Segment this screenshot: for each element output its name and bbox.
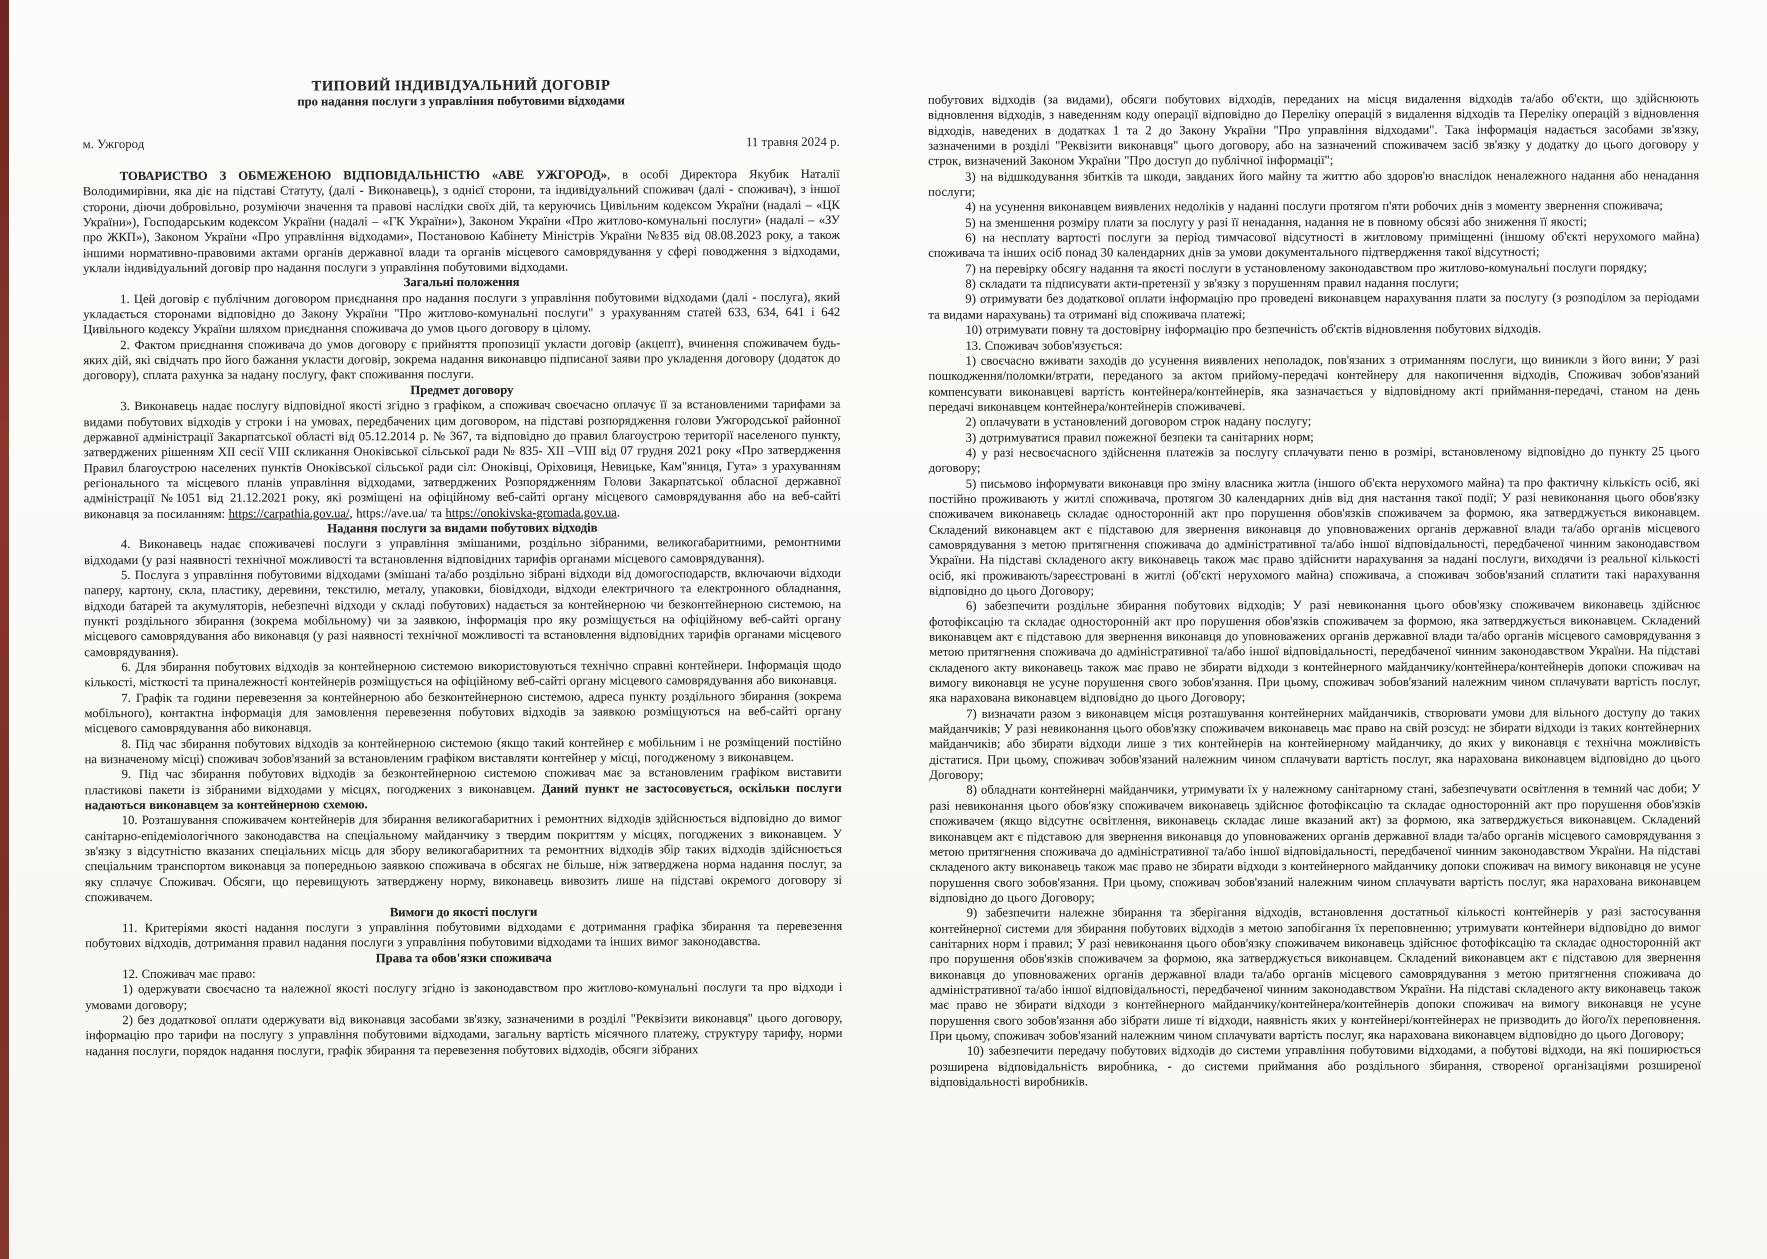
subclause-12-8: 8) складати та підписувати акти-претензії у зв'язку з порушенням правил надання послуги; [965, 275, 1459, 291]
clause-6: 6. Для збирання побутових відходів за контейнерною системою використовуються технічно справні контейнери. Інформація щодо кількості, місткості та приналежності контейнерів розміщується на офіційному веб-сайті органу місцевого самоврядування або виконавця. [84, 657, 842, 690]
clause-9 [85, 765, 842, 813]
executor-name: ТОВАРИСТВО З ОБМЕЖЕНОЮ ВІДПОВІДАЛЬНІСТЮ «АВЕ УЖГОРОД» [119, 167, 608, 184]
section-heading-waste-types: Надання послуги за видами побутових відходів [327, 520, 598, 536]
clause-1: 1. Цей договір є публічним договором приєднання про надання послуги з управління побутовими відходами (далі - послуга), який укладається сторонами відповідно до Закону України "Про житлово-комунальні послуги" з урахуванням статей 633, 634, 641 і 642 Цивільного кодексу України шляхом приєднання споживача до умов цього договору в цілому. [83, 289, 841, 337]
subclause-13-3: 3) дотримуватися правил пожежної безпеки та санітарних норм; [965, 429, 1314, 445]
section-heading-quality: Вимоги до якості послуги [389, 904, 538, 919]
section-heading-subject: Предмет договору [410, 382, 514, 397]
document-subtitle: про надання послуги з управління побутовими відходами [297, 93, 625, 109]
subclause-13-10: 10) забезпечити передачу побутових відходів до системи управління побутовими відходами, а побутові відходи, на які поширюється розширена відповідальність виробника, - до системи приймання або роздільного збирання, створеної організаціями розширеної відповідальності виробників. [929, 1042, 1702, 1089]
subclause-12-9: 9) отримувати без додаткової оплати інформацію про проведені виконавцем нарахування плати за послугу (з розподілом за періодами та видами нарахувань) та отримані від споживача платежі; [928, 290, 1700, 322]
clause-11: 11. Критеріями якості надання послуги з управління побутовими відходами є дотримання графіка збирання та перевезення побутових відходів, дотримання правил надання послуги з управління побутовими відходами та інших вимог законодавства. [85, 918, 843, 951]
document-title: ТИПОВИЙ ІНДИВІДУАЛЬНИЙ ДОГОВІР [311, 77, 611, 95]
subclause-12-6: 6) на несплату вартості послуги за період тимчасової відсутності в житловому приміщенні (іншому об'єкті нерухомого майна) споживача та інших осіб понад 30 календарних днів за умови документального підтвердження такої відсутності; [928, 229, 1700, 261]
subclause-13-6: 6) забезпечити роздільне збирання побутових відходів; У разі невиконання цього обов'язку споживачем виконавець здійснює фотофіксацію та складає односторонній акт про порушення обов'язків споживачем за формою, яка затверджується виконавцем. Складений виконавцем акт є підставою для звернення виконавця до уповноважених органів державної влади та/або органів місцевого самоврядування з метою притягнення споживача до адміністративної та/або іншої відповідальності, передбаченої чинним законодавством України. На підставі складеного акту виконавець також має право не збирати відходи з контейнерного майданчику/контейнера/контейнерів допоки споживач на вимогу виконавця не усуне порушення свого зобов'язання. При цьому, споживач зобов'язаний належним чином сплачувати вартість послуг, яка нарахована виконавцем відповідно до цього Договору; [929, 597, 1701, 706]
clause-3-text: 3. Виконавець надає послугу відповідної якості згідно з графіком, а споживач своєчасно оплачує її за встановленими тарифами за видами побутових відходів у строки і на умовах, передбачених цим договором, на підставі розпорядження голови Ужгородської районної державної адміністрації Закарпатської області від 05.12.2014 р. № 367, та відповідно до правил благоустрою території населеного пункту, затверджених рішенням XII сесії VIII скликання Оноківської сільської ради № 835- XII –VIII від 07 грудня 2021 року «Про затвердження Правил благоустрою населених пунктів Оноківської сільської ради сіл: Оноківці, Оріховиця, Невицьке, Кам"яниця, Гута» з урахуванням регіонального та місцевого планів управління відходами, затверджених Розпорядженням Голови Закарпатської обласної державної адміністрації №1051 від 21.12.2021 року, які розміщені на офіційному веб-сайті органу місцевого самоврядування або на веб-сайті виконавця за посиланням: [83, 396, 841, 521]
subclause-12-4: 4) на усунення виконавцем виявлених недоліків у наданні послуги протягом п'яти робочих днів з моменту звернення споживача; [965, 198, 1663, 215]
preamble-text: , в особі Директора Якубик Наталії Володимирівни, яка діє на підставі Статуту, (далі - Виконавець), з однієї сторони, та індивідуальний споживач (далі - споживач), з іншої сторони, діючи добровільно, розуміючи значення та правові наслідки своїх дій, та керуючись Цивільним кодексом України (надалі – «ЦК України»), Господарським кодексом України (надалі – «ГК України»), Законом України «Про житлово-комунальні послуги» (надалі – «ЗУ про ЖКП»), Законом України «Про управління відходами», Постановою Кабінету Міністрів України №835 від 08.08.2023 року, а також іншими нормативно-правовими актами органів державної влади та органів місцевого самоврядування у сфері поводження з відходами, уклали індивідуальний договір про надання послуги з управління побутовими відходами. [82, 166, 841, 276]
date-label: 11 травня 2024 р. [745, 134, 840, 150]
link-onokivska: https://onokivska-gromada.gov.ua [445, 505, 617, 520]
clause-9-note: Даний пункт не застосовується, оскільки послуги надаються виконавцем за контейнерною схемою. [84, 780, 842, 813]
subclause-13-1: 1) своєчасно вживати заходів до усунення виявлених неполадок, пов'язаних з отриманням послуги, що виникли з його вини; У разі пошкодження/поломки/втрати, переданого за актом прийому-передачі контейнеру для накопичення відходів, Споживач зобов'язаний компенсувати виконавцеві вартість контейнера/контейнерів, яка зазначається у відповідному акті приймання-передачі, станом на день передачі виконавцем контейнера/контейнерів споживачеві. [928, 352, 1700, 414]
contract-page-1 [82, 77, 842, 1059]
clause-3-period: . [616, 505, 621, 520]
clause-13: 13. Споживач зобов'язується: [965, 337, 1123, 353]
clause-12: 12. Споживач має право: [122, 966, 256, 981]
subclause-13-4: 4) у разі несвоєчасного здійснення платежів за послугу сплачувати пеню в розмірі, встановленому відповідно до пункту 25 цього договору; [928, 444, 1700, 476]
clause-9-text: 9. Під час збирання побутових відходів за безконтейнерною системою споживач має за встановленим графіком виставити пластикові пакети із зібраними відходами у місцях, погоджених з виконавцем. [84, 765, 842, 797]
clause-4: 4. Виконавець надає споживачеві послуги з управління змішаними, роздільно зібраними, великогабаритними, ремонтними відходами (у разі наявності технічної можливості та встановлення відповідних тарифів органами місцевого самоврядування). [83, 535, 841, 567]
clause-2: 2. Фактом приєднання споживача до умов договору є прийняття пропозиції укласти договір (акцепт), вчинення споживачем будь-яких дій, які свідчать про його бажання укласти договір, зокрема надання виконавцю підписаної заяви про укладення договору (додаток до договору), сплата рахунка за надану послугу, факт споживання послуги. [83, 335, 841, 383]
city-date-row [83, 135, 840, 152]
subclause-13-5: 5) письмово інформувати виконавця про зміну власника житла (іншого об'єкта нерухомого майна) та про фактичну кількість осіб, які постійно проживають у житлі споживача, протягом 30 календарних днів від дня настання такої події; У разі невиконання цього обов'язку споживачем виконавець складає односторонній акт про порушення обов'язків споживачем за формою, яка затверджується виконавцем. Складений виконавцем акт є підставою для звернення виконавця до уповноважених органів державної влади та/або органів місцевого самоврядування з метою притягнення споживача до адміністративної та/або іншої відповідальності, передбаченої чинним законодавством України. На підставі складеного акту виконавець також має право здійснити нарахування за надані послуги, виходячи із реальної кількості осіб, які проживають/зареєстровані в житлі (об'єкті нерухомого майна) споживача, а споживач зобов'язаний сплатити такі нарахування відповідно до цього Договору; [928, 474, 1700, 598]
clause-10: 10. Розташування споживачем контейнерів для збирання великогабаритних і ремонтних відходів здійснюється відповідно до вимог санітарно-епідеміологічного законодавства на спеціальному майданчику з твердим покриттям у місцях, погоджених з виконавцем. У зв'язку з відсутністю вказаних спеціальних місць для збору великогабаритних та ремонтних відходів збір таких відходів здійснюється спеціальним транспортом виконавця за попередньою заявкою споживача в обсягах не більше, ніж затверджена норма надання послуг, за яку сплачує Споживач. Обсяги, що перевищують затверджену норму, виконавець вивозить лише на підставі окремого договору зі споживачем. [84, 811, 843, 905]
subclause-13-7: 7) визначати разом з виконавцем місця розташування контейнерних майданчиків, створювати умови для вільного доступу до таких майданчиків; У разі невиконання цього обов'язку споживачем виконавець має право на свій розсуд: не збирати відходи із таких контейнерних майданчиків; або збирати відходи лише з тих контейнерів на контейнерному майданчику, до яких у виконавця є технічна можливість дістатися. При цьому, споживач зобов'язаний належним чином сплачувати вартість послуг, яка нарахована виконавцем відповідно до цього Договору; [929, 704, 1701, 782]
link-carpathia: https://carpathia.gov.ua/ [228, 505, 350, 521]
subclause-12-3: 3) на відшкодування збитків та шкоди, завданих його майну та життю або здоров'ю внаслідок неналежного надання або ненадання послуги; [928, 167, 1700, 199]
clause-5: 5. Послуга з управління побутовими відходами (змішані та/або роздільно зібрані відходи від домогосподарств, включаючи відходи паперу, картону, скла, пластику, деревини, текстилю, металу, упаковки, біовідходи, відходи електричного та електронного обладнання, відходи батарей та акумуляторів, небезпечні відходи у складі побутових) надається за контейнерною чи безконтейнерною системою, на пункті роздільного збирання (зокрема мобільному) чи за заявкою, інформація про яку розміщується на офіційному веб-сайті органу місцевого самоврядування або виконавця (у разі наявності технічної можливості та встановлення відповідних тарифів органами місцевого самоврядування). [84, 565, 842, 659]
subclause-12-2-continued: побутових відходів (за видами), обсяги побутових відходів, переданих на місця видалення відходів та/або об'єкти, що здійснюють відновлення відходів, з наведенням коду операції відповідно до Переліку операцій з видалення відходів та Переліку операцій з відновлення відходів, наведених в додатках 1 та 2 до Закону України "Про управління відходами". Така інформація надається засобами зв'язку, зазначеними в розділі "Реквізити виконавця" цього договору, або на зазначений споживачем засіб зв'язку у додатку до цього договору у строк, визначений Законом України "Про доступ до публічної інформації"; [927, 91, 1700, 169]
subclause-13-2: 2) оплачувати в установлений договором строк надану послугу; [965, 414, 1312, 429]
section-heading-consumer-rights: Права та обов'язки споживача [375, 950, 552, 965]
clause-7: 7. Графік та години перевезення за контейнерною або безконтейнерною системою, адреса пункту роздільного збирання (зокрема мобільного), контактна інформація для замовлення перевезення побутових відходів за заявкою розміщуються на веб-сайті органу місцевого самоврядування або виконавця. [84, 688, 842, 736]
subclause-12-1: 1) одержувати своєчасно та належної якості послугу згідно із законодавством про житлово-комунальні послуги та про відходи і умовами договору; [85, 980, 843, 1012]
clause-8: 8. Під час збирання побутових відходів за контейнерною системою (якщо такий контейнер є мобільним і не розміщений постійно на визначеному місці) споживач зобов'язаний за встановленим графіком виставляти контейнер у місці, погодженому з виконавцем. [84, 734, 842, 767]
subclause-12-2: 2) без додаткової оплати одержувати від виконавця засобами зв'язку, зазначеними в розділі "Реквізити виконавця" цього договору, інформацію про тарифи на послугу з управління побутовими відходами, загальну вартість місячного платежу, структуру тарифу, норми надання послуги, порядок надання послуги, графік збирання та перевезення побутових відходів, обсяги зібраних [85, 1010, 843, 1058]
contract-page-2 [928, 91, 1701, 1090]
clause-3 [83, 397, 840, 522]
scan-edge-strip [0, 0, 9, 1259]
subclause-13-9: 9) забезпечити належне збирання та зберігання відходів, встановлення достатньої кількості контейнерів у разі застосування контейнерної системи для збирання побутових відходів з метою запобігання їх переповненню; утримувати контейнери відповідно до вимог санітарних норм і правил; У разі невиконання цього обов'язку споживачем виконавець здійснює фотофіксацію та складає односторонній акт про порушення обов'язків споживачем за формою, яка затверджується виконавцем. Складений виконавцем акт є підставою для звернення виконавця до уповноважених органів державної влади та/або органів місцевого самоврядування з метою притягнення споживача до адміністративної та/або іншої відповідальності, передбаченої чинним законодавством України. На підставі складеного акту виконавець також має право не збирати відходи з контейнерного майданчику/контейнера/контейнерів допоки споживач на вимогу виконавця не усуне порушення свого зобов'язання або зібрати лише ті відходи, наявність яких у контейнері/контейнерах не призводить до його/їх переповнення. При цьому, споживач зобов'язаний належним чином сплачувати вартість послуг, яка нарахована виконавцем відповідно до цього Договору; [929, 904, 1701, 1043]
subclause-12-7: 7) на перевірку обсягу надання та якості послуги в установленому законодавством про житлово-комунальні послуги порядку; [965, 260, 1647, 276]
subclause-12-5: 5) на зменшення розміру плати за послугу у разі її ненадання, надання не в повному обсязі або зниження її якості; [965, 214, 1587, 230]
clause-3-separator: , https://ave.ua/ та [349, 505, 446, 520]
preamble [83, 167, 840, 277]
subclause-12-10: 10) отримувати повну та достовірну інформацію про безпечність об'єктів відновлення побутових відходів. [965, 321, 1542, 337]
section-heading-general: Загальні положення [403, 275, 520, 290]
subclause-13-8: 8) обладнати контейнерні майданчики, утримувати їх у належному санітарному стані, забезпечувати освітлення в темний час доби; У разі невиконання цього обов'язку споживачем виконавець здійснює фотофіксацію та складає односторонній акт про порушення обов'язків споживачем (якщо відсутнє освітлення, виконавець складає лише вказаний акт) за формою, яка затверджується виконавцем. Складений виконавцем акт є підставою для звернення виконавця до уповноважених органів державної влади та/або органів місцевого самоврядування з метою притягнення споживача до адміністративної та/або іншої відповідальності, передбаченої чинним законодавством України. На підставі складеного акту виконавець також має право не збирати відходи з контейнерного майданчику допоки споживач на вимогу виконавця не усуне порушення свого зобов'язання. При цьому, споживач зобов'язаний належним чином сплачувати вартість послуг, яка нарахована виконавцем відповідно до цього Договору; [929, 781, 1701, 905]
place-label: м. Ужгород [82, 136, 145, 152]
